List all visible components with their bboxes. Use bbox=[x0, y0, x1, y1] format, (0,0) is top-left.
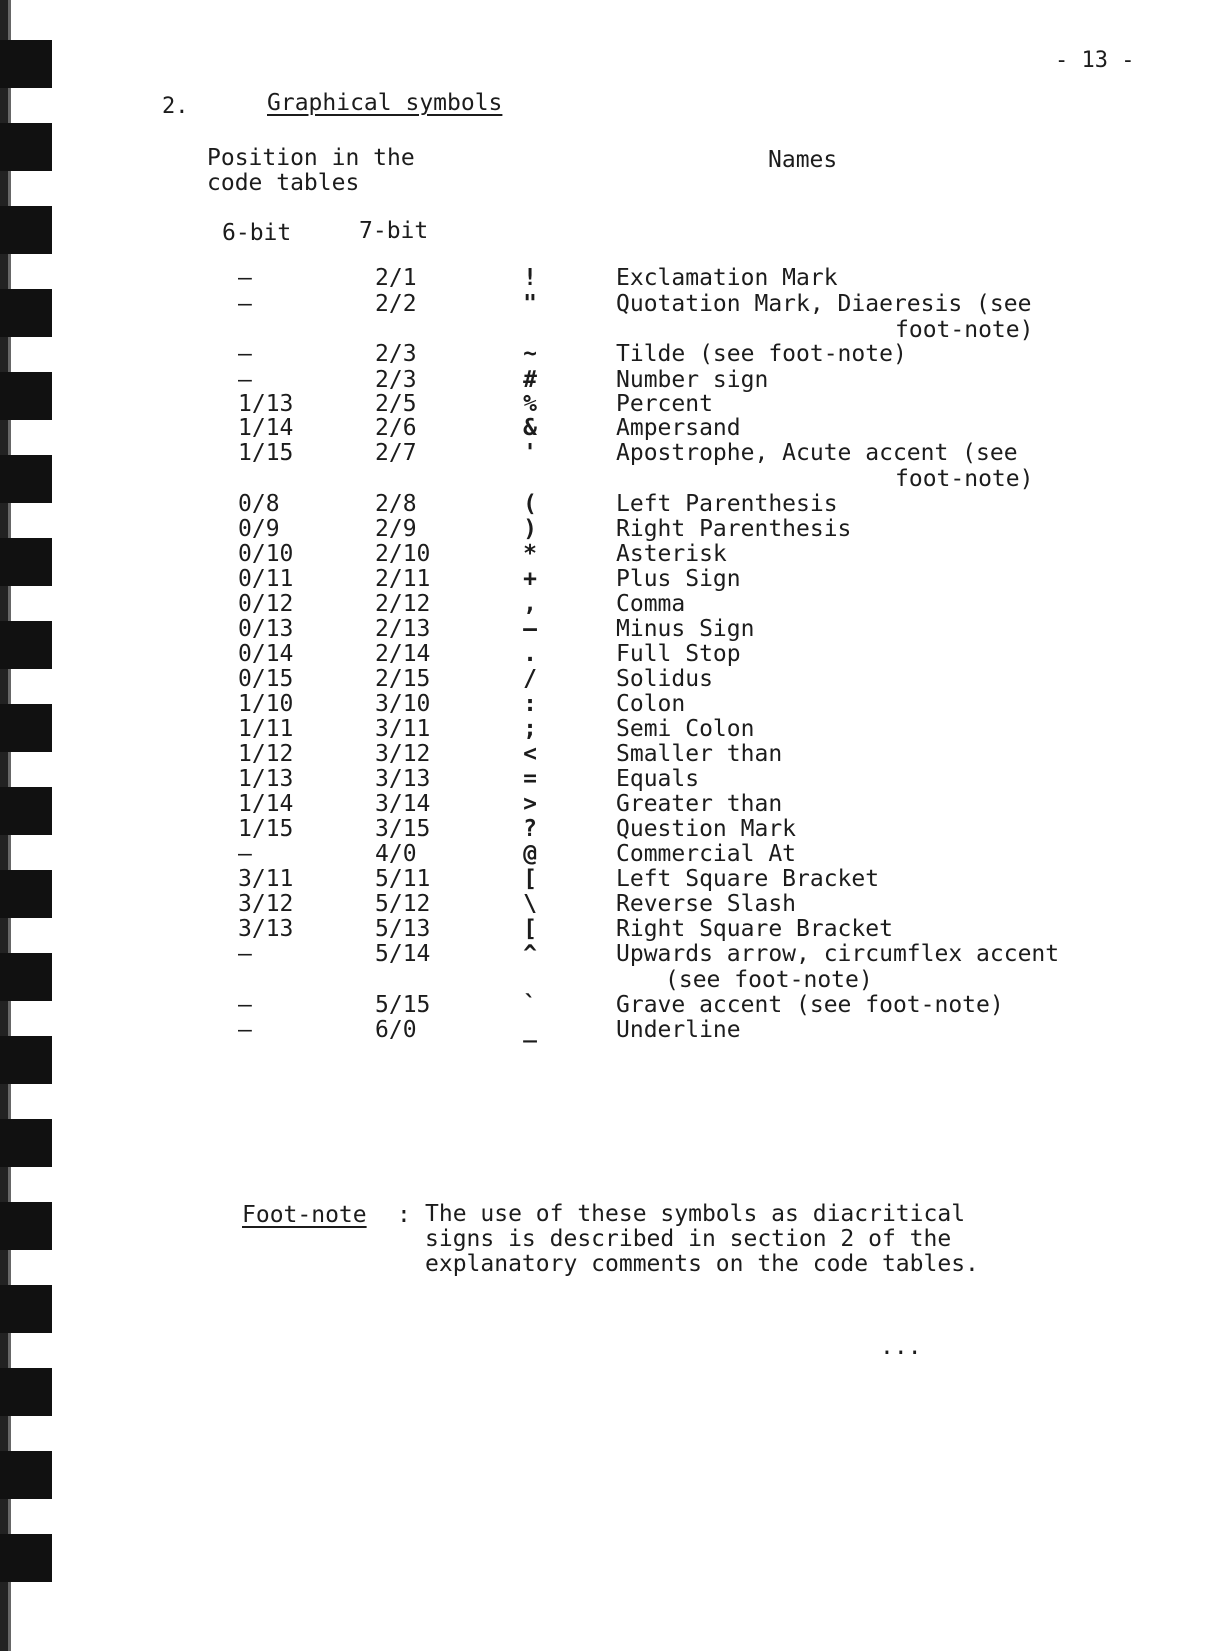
six-bit-cell: 0/12 bbox=[238, 591, 294, 617]
name-cell: Greater than bbox=[616, 791, 783, 817]
six-bit-cell: 1/14 bbox=[238, 415, 294, 441]
symbol-cell: ` bbox=[523, 992, 537, 1018]
symbol-cell: ^ bbox=[523, 941, 537, 967]
binding-hole bbox=[0, 1285, 52, 1333]
symbol-cell: ! bbox=[523, 265, 537, 291]
binding-hole bbox=[0, 1036, 52, 1084]
six-bit-cell: – bbox=[238, 291, 252, 317]
six-bit-cell: 0/13 bbox=[238, 616, 294, 642]
seven-bit-cell: 5/13 bbox=[375, 916, 431, 942]
table-row bbox=[0, 741, 1216, 767]
binding-hole bbox=[0, 1119, 52, 1167]
seven-bit-cell: 2/14 bbox=[375, 641, 431, 667]
section-number: 2. bbox=[162, 94, 189, 119]
table-row bbox=[0, 1017, 1216, 1043]
symbol-cell: ) bbox=[523, 516, 537, 542]
binding-hole bbox=[0, 40, 52, 88]
seven-bit-cell: 2/10 bbox=[375, 541, 431, 567]
seven-bit-cell: 3/13 bbox=[375, 766, 431, 792]
name-cell: Quotation Mark, Diaeresis (see bbox=[616, 291, 1032, 317]
table-row bbox=[0, 841, 1216, 867]
name-cell: Exclamation Mark bbox=[616, 265, 838, 291]
section-title: Graphical symbols bbox=[267, 90, 503, 116]
name-cell: Comma bbox=[616, 591, 686, 617]
table-row bbox=[0, 791, 1216, 817]
seven-bit-cell: 3/10 bbox=[375, 691, 431, 717]
six-bit-cell: 1/13 bbox=[238, 766, 294, 792]
seven-bit-cell: 2/2 bbox=[375, 291, 417, 317]
seven-bit-cell: 3/15 bbox=[375, 816, 431, 842]
seven-bit-cell: 4/0 bbox=[375, 841, 417, 867]
six-bit-cell: – bbox=[238, 341, 252, 367]
name-cell: Colon bbox=[616, 691, 686, 717]
table-row bbox=[0, 641, 1216, 667]
symbol-cell: ? bbox=[523, 816, 537, 842]
six-bit-cell: 1/10 bbox=[238, 691, 294, 717]
symbol-cell: ( bbox=[523, 491, 537, 517]
name-cell: Right Square Bracket bbox=[616, 916, 893, 942]
name-cell: Apostrophe, Acute accent (see bbox=[616, 440, 1018, 466]
name-cell: Percent bbox=[616, 391, 713, 417]
table-row bbox=[0, 566, 1216, 592]
symbol-cell: > bbox=[523, 791, 537, 817]
table-row bbox=[0, 766, 1216, 792]
six-bit-cell: 0/15 bbox=[238, 666, 294, 692]
table-row bbox=[0, 341, 1216, 367]
six-bit-cell: 3/11 bbox=[238, 866, 294, 892]
six-bit-cell: – bbox=[238, 841, 252, 867]
six-bit-cell: 0/9 bbox=[238, 516, 280, 542]
symbol-cell: & bbox=[523, 415, 537, 441]
name-cell: Right Parenthesis bbox=[616, 516, 852, 542]
six-bit-cell: 3/12 bbox=[238, 891, 294, 917]
symbol-cell: / bbox=[523, 666, 537, 692]
table-row bbox=[0, 816, 1216, 842]
table-row bbox=[0, 616, 1216, 642]
symbol-cell: " bbox=[523, 291, 537, 317]
seven-bit-cell: 2/12 bbox=[375, 591, 431, 617]
page-number: - 13 - bbox=[1055, 48, 1135, 73]
name-continuation: foot-note) bbox=[895, 317, 1034, 343]
name-cell: Underline bbox=[616, 1017, 741, 1043]
table-row bbox=[0, 491, 1216, 517]
seven-bit-cell: 5/14 bbox=[375, 941, 431, 967]
table-row bbox=[0, 941, 1216, 967]
name-cell: Left Square Bracket bbox=[616, 866, 880, 892]
six-bit-cell: 1/14 bbox=[238, 791, 294, 817]
table-row bbox=[0, 591, 1216, 617]
table-row bbox=[0, 666, 1216, 692]
name-cell: Minus Sign bbox=[616, 616, 755, 642]
table-row bbox=[0, 866, 1216, 892]
six-bit-cell: 1/13 bbox=[238, 391, 294, 417]
name-cell: Solidus bbox=[616, 666, 713, 692]
six-bit-cell: – bbox=[238, 265, 252, 291]
seven-bit-cell: 5/11 bbox=[375, 866, 431, 892]
symbol-cell: * bbox=[523, 541, 537, 567]
table-row bbox=[0, 716, 1216, 742]
six-bit-cell: 3/13 bbox=[238, 916, 294, 942]
footnote-text bbox=[425, 1202, 979, 1277]
name-cell: Grave accent (see foot-note) bbox=[616, 992, 1004, 1018]
table-row bbox=[0, 367, 1216, 393]
six-bit-cell: 0/11 bbox=[238, 566, 294, 592]
symbol-cell: ; bbox=[523, 716, 537, 742]
symbol-cell: , bbox=[523, 591, 537, 617]
table-row bbox=[0, 516, 1216, 542]
table-row bbox=[0, 415, 1216, 441]
seven-bit-cell: 2/6 bbox=[375, 415, 417, 441]
table-row bbox=[0, 691, 1216, 717]
name-cell: Smaller than bbox=[616, 741, 783, 767]
six-bit-cell: 0/14 bbox=[238, 641, 294, 667]
name-cell: Left Parenthesis bbox=[616, 491, 838, 517]
symbol-cell: + bbox=[523, 566, 537, 592]
header-six-bit: 6-bit bbox=[222, 220, 292, 246]
table-row bbox=[0, 916, 1216, 942]
name-cell: Asterisk bbox=[616, 541, 727, 567]
six-bit-cell: 1/12 bbox=[238, 741, 294, 767]
symbol-cell: < bbox=[523, 741, 537, 767]
binding-hole bbox=[0, 123, 52, 171]
seven-bit-cell: 2/3 bbox=[375, 341, 417, 367]
seven-bit-cell: 3/11 bbox=[375, 716, 431, 742]
seven-bit-cell: 2/1 bbox=[375, 265, 417, 291]
six-bit-cell: 0/10 bbox=[238, 541, 294, 567]
binding-hole bbox=[0, 1534, 52, 1582]
symbol-cell: ' bbox=[523, 440, 537, 466]
six-bit-cell: – bbox=[238, 1017, 252, 1043]
footnote-line: explanatory comments on the code tables. bbox=[425, 1251, 979, 1277]
seven-bit-cell: 6/0 bbox=[375, 1017, 417, 1043]
table-row bbox=[0, 541, 1216, 567]
symbol-cell: . bbox=[523, 641, 537, 667]
name-cell: Ampersand bbox=[616, 415, 741, 441]
name-cell: Question Mark bbox=[616, 816, 797, 842]
six-bit-cell: 1/15 bbox=[238, 440, 294, 466]
name-cell: Tilde (see foot-note) bbox=[616, 341, 907, 367]
table-row bbox=[0, 291, 1216, 317]
name-cell: Upwards arrow, circumflex accent bbox=[616, 941, 1060, 967]
symbol-cell: – bbox=[523, 616, 537, 642]
binding-hole bbox=[0, 1451, 52, 1499]
name-cell: Semi Colon bbox=[616, 716, 755, 742]
continuation-ellipsis: ... bbox=[880, 1334, 922, 1360]
table-row bbox=[0, 891, 1216, 917]
table-row bbox=[0, 992, 1216, 1018]
header-position-line1: Position in the bbox=[207, 145, 415, 171]
six-bit-cell: 0/8 bbox=[238, 491, 280, 517]
symbol-cell: ~ bbox=[523, 341, 537, 367]
footnote-line: signs is described in section 2 of the bbox=[425, 1226, 952, 1252]
symbol-cell: [ bbox=[523, 916, 537, 942]
seven-bit-cell: 5/12 bbox=[375, 891, 431, 917]
binding-hole bbox=[0, 206, 52, 254]
name-cell: Commercial At bbox=[616, 841, 797, 867]
header-position bbox=[207, 146, 415, 196]
seven-bit-cell: 2/3 bbox=[375, 367, 417, 393]
symbol-cell: % bbox=[523, 391, 537, 417]
symbol-cell: \ bbox=[523, 891, 537, 917]
seven-bit-cell: 2/11 bbox=[375, 566, 431, 592]
name-cell: Full Stop bbox=[616, 641, 741, 667]
seven-bit-cell: 3/14 bbox=[375, 791, 431, 817]
six-bit-cell: – bbox=[238, 367, 252, 393]
seven-bit-cell: 2/15 bbox=[375, 666, 431, 692]
binding-hole bbox=[0, 1202, 52, 1250]
name-cell: Plus Sign bbox=[616, 566, 741, 592]
seven-bit-cell: 2/5 bbox=[375, 391, 417, 417]
seven-bit-cell: 2/7 bbox=[375, 440, 417, 466]
footnote-label: Foot-note bbox=[242, 1202, 367, 1228]
table-row bbox=[0, 440, 1216, 466]
six-bit-cell: 1/11 bbox=[238, 716, 294, 742]
header-seven-bit: 7-bit bbox=[359, 218, 429, 244]
six-bit-cell: – bbox=[238, 992, 252, 1018]
seven-bit-cell: 3/12 bbox=[375, 741, 431, 767]
name-cell: Equals bbox=[616, 766, 700, 792]
table-row bbox=[0, 265, 1216, 291]
seven-bit-cell: 5/15 bbox=[375, 992, 431, 1018]
footnote-line: The use of these symbols as diacritical bbox=[425, 1201, 966, 1227]
header-position-line2: code tables bbox=[207, 170, 360, 196]
symbol-cell: @ bbox=[523, 841, 537, 867]
symbol-cell: # bbox=[523, 367, 537, 393]
footnote-colon: : bbox=[397, 1202, 411, 1228]
name-cell: Number sign bbox=[616, 367, 769, 393]
name-continuation: (see foot-note) bbox=[665, 967, 873, 993]
six-bit-cell: 1/15 bbox=[238, 816, 294, 842]
symbol-cell: = bbox=[523, 766, 537, 792]
binding-hole bbox=[0, 1368, 52, 1416]
seven-bit-cell: 2/9 bbox=[375, 516, 417, 542]
name-cell: Reverse Slash bbox=[616, 891, 797, 917]
name-continuation: foot-note) bbox=[895, 466, 1034, 492]
table-row bbox=[0, 391, 1216, 417]
symbol-cell: _ bbox=[523, 1017, 537, 1043]
symbol-cell: [ bbox=[523, 866, 537, 892]
seven-bit-cell: 2/13 bbox=[375, 616, 431, 642]
seven-bit-cell: 2/8 bbox=[375, 491, 417, 517]
six-bit-cell: – bbox=[238, 941, 252, 967]
symbol-cell: : bbox=[523, 691, 537, 717]
header-names: Names bbox=[768, 147, 838, 173]
